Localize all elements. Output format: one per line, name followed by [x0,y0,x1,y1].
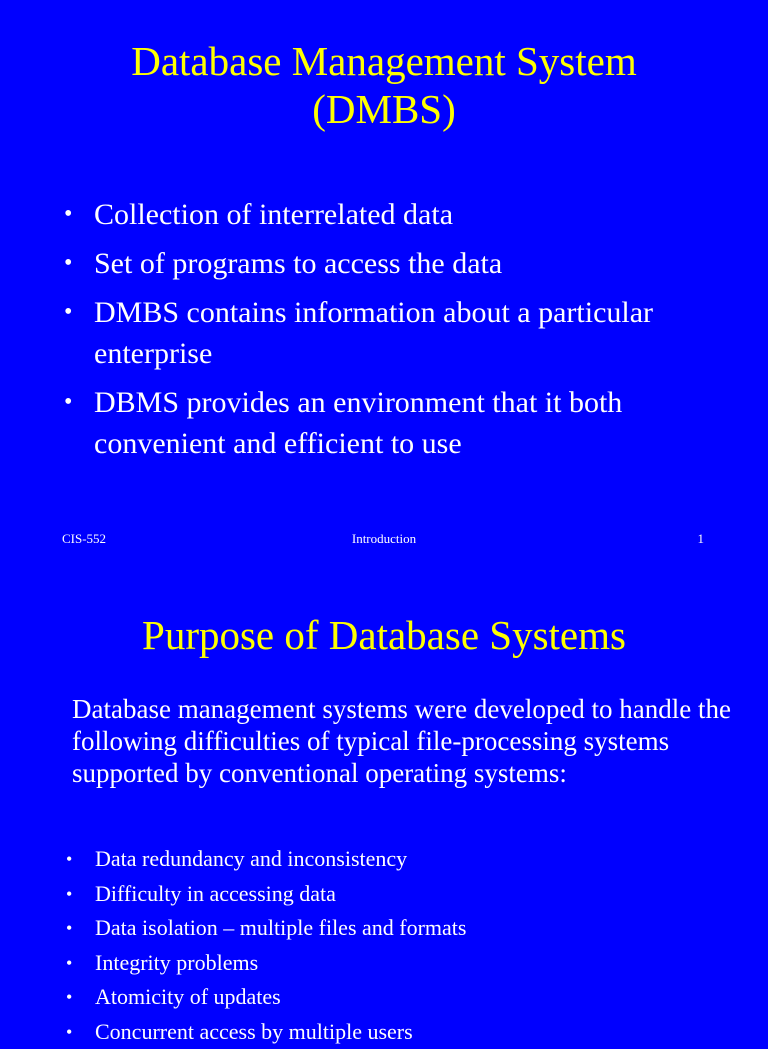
bullet-icon: • [64,382,72,423]
slide-2-bullet-item: • Integrity problems [66,946,746,981]
slide-1-title-line-1: Database Management System [0,37,768,85]
slide-1-title-line-2: (DMBS) [0,85,768,133]
slide-1-bullet-item: • DBMS provides an environment that it both convenient and efficient to use [64,382,724,464]
bullet-icon: • [64,292,72,333]
slide-1-bullet-item: • Collection of interrelated data [64,194,724,235]
bullet-icon: • [66,911,72,946]
footer-page-number: 1 [698,531,705,547]
slide-2-intro-text: Database management systems were developed to handle the following difficulties of typical file-processing systems supported by conventional operating systems: [72,693,732,789]
footer-section-title: Introduction [0,531,768,547]
slide-2-bullet-item: • Data isolation – multiple files and formats [66,911,746,946]
slide-2-title: Purpose of Database Systems [0,611,768,659]
slide-1-bullet-list [64,194,724,472]
slide-2-bullet-list [66,842,746,1049]
slide-2-bullet-item: • Difficulty in accessing data [66,877,746,912]
slide-1-bullet-item: • Set of programs to access the data [64,243,724,284]
bullet-icon: • [66,980,72,1015]
footer-course-code: CIS-552 [62,531,106,547]
slide-2-bullet-item: • Atomicity of updates [66,980,746,1015]
slide-1-title [0,37,768,133]
slide-2-bullet-item: • Concurrent access by multiple users [66,1015,746,1049]
bullet-icon: • [66,842,72,877]
slide-1-footer [0,531,768,549]
slide-1-bullet-item: • DMBS contains information about a particular enterprise [64,292,724,374]
bullet-icon: • [64,243,72,284]
bullet-icon: • [66,877,72,912]
bullet-icon: • [66,946,72,981]
bullet-icon: • [66,1015,72,1049]
slide-2-bullet-item: • Data redundancy and inconsistency [66,842,746,877]
bullet-icon: • [64,194,72,235]
slide-2 [0,576,768,1024]
